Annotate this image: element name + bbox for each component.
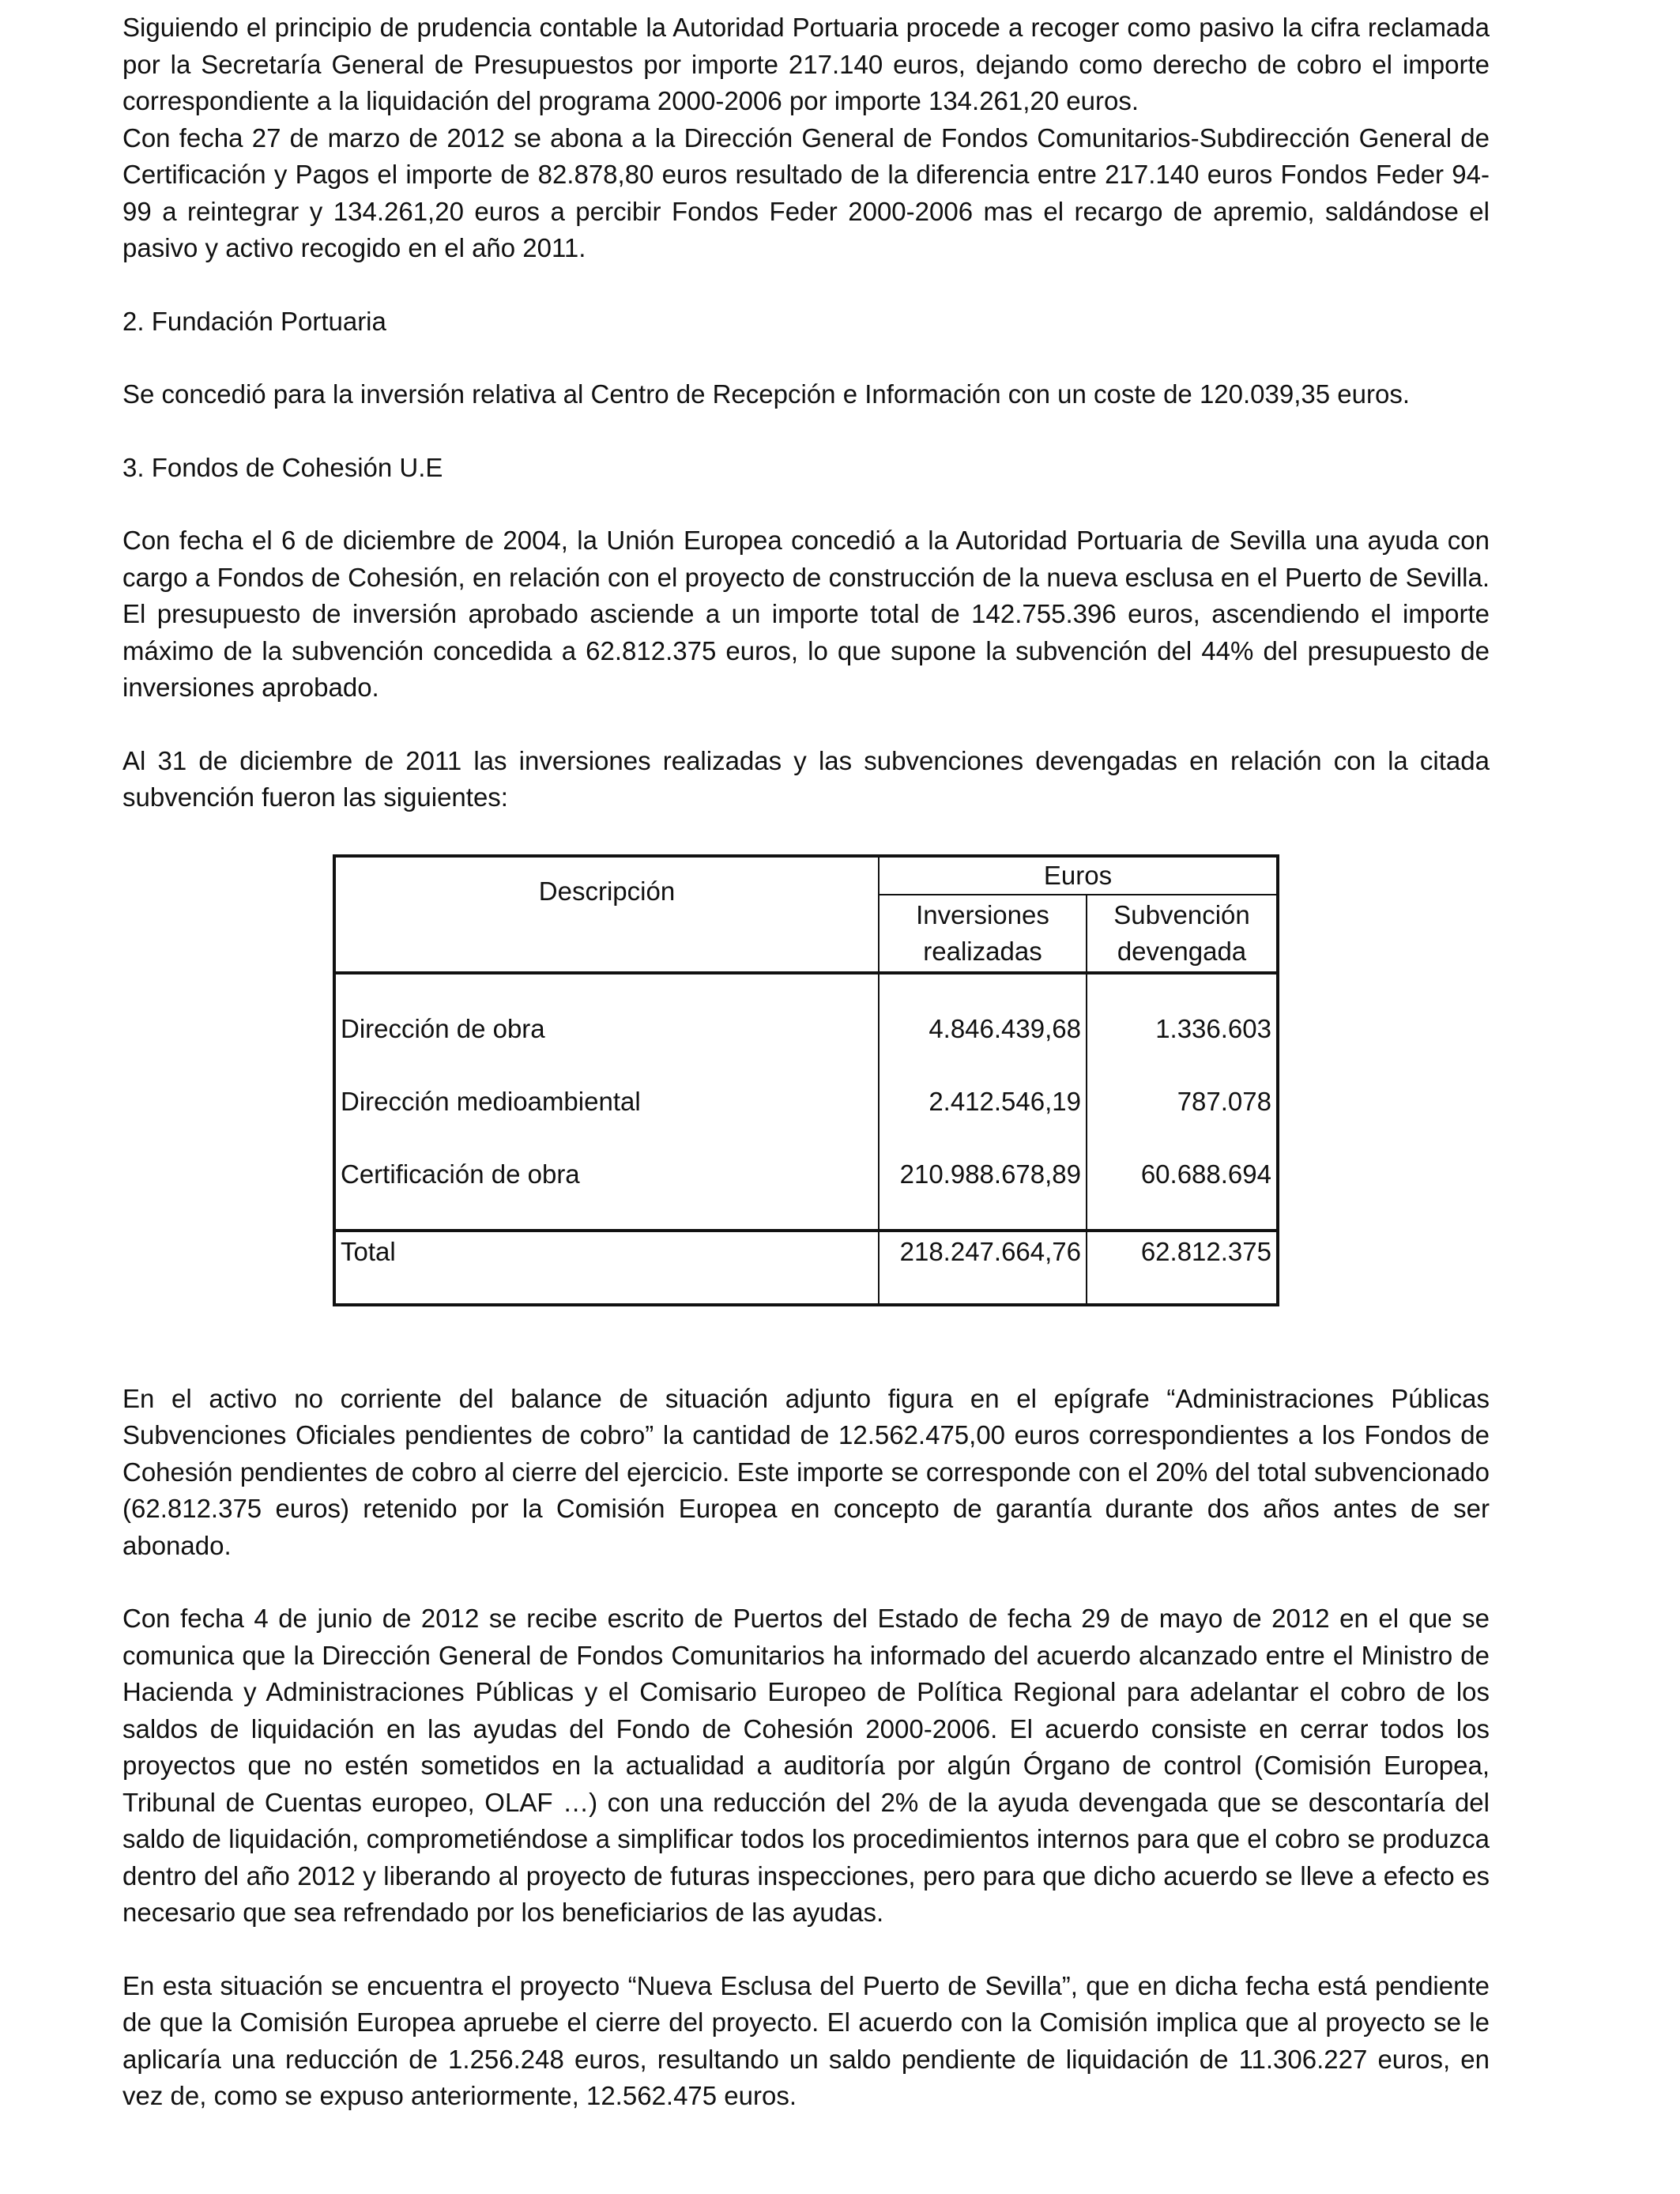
table-row bbox=[334, 1156, 1278, 1193]
header-subvencion-line2: devengada bbox=[1117, 936, 1247, 966]
row-label: Dirección de obra bbox=[334, 1011, 879, 1047]
row-subvencion: 787.078 bbox=[1177, 1086, 1271, 1116]
heading-fundacion-portuaria: 2. Fundación Portuaria bbox=[122, 306, 386, 336]
table-row bbox=[334, 1011, 1278, 1047]
total-subvencion: 62.812.375 bbox=[1087, 1231, 1278, 1305]
paragraph-ayuda-cohesion: Con fecha el 6 de diciembre de 2004, la Unión Europea concedió a la Autoridad Portuaria de Sevilla una ayuda con cargo a Fondos de Cohesión, en relación con el proyecto de construcción de la nueva esclusa en el Puerto de Sevilla. El presupuesto de inversión aprobado asciende a un importe total de 142.755.396 euros, ascendiendo el importe máximo de la subvención concedida a 62.812.375 euros, lo que supone la subvención del 44% del presupuesto de inversiones aprobado. bbox=[122, 526, 1490, 702]
header-inversiones-line2: realizadas bbox=[923, 936, 1042, 966]
table-total-row bbox=[334, 1231, 1278, 1305]
header-inversiones bbox=[879, 895, 1087, 973]
row-label: Certificación de obra bbox=[334, 1156, 879, 1193]
paragraph-nueva-esclusa: En esta situación se encuentra el proyecto “Nueva Esclusa del Puerto de Sevilla”, que en dicha fecha está pendiente de que la Comisión Europea apruebe el cierre del proyecto. El acuerdo con la Comisión implica que al proyecto se le aplicaría una reducción de 1.256.248 euros, resultando un saldo pendiente de liquidación de 11.306.227 euros, en vez de, como se expuso anteriormente, 12.562.475 euros. bbox=[122, 1970, 1490, 2110]
row-inversiones: 210.988.678,89 bbox=[879, 1156, 1087, 1193]
document-page bbox=[122, 9, 1490, 2115]
total-label: Total bbox=[334, 1231, 879, 1305]
paragraph-fundacion-portuaria: Se concedió para la inversión relativa al Centro de Recepción e Información con un coste de 120.039,35 euros. bbox=[122, 379, 1411, 409]
paragraph-prudencia: Siguiendo el principio de prudencia contable la Autoridad Portuaria procede a recoger como pasivo la cifra reclamada por la Secretaría General de Presupuestos por importe 217.140 euros, dejando como derecho de cobro el importe correspondiente a la liquidación del programa 2000-2006 por importe 134.261,20 euros. bbox=[122, 13, 1490, 115]
header-euros: Euros bbox=[879, 856, 1278, 895]
paragraph-activo-no-corriente: En el activo no corriente del balance de situación adjunto figura en el epígrafe “Administraciones Públicas Subvenciones Oficiales pendientes de cobro” la cantidad de 12.562.475,00 euros correspondientes a los Fondos de Cohesión pendientes de cobro al cierre del ejercicio. Este importe se corresponde con el 20% del total subvencionado (62.812.375 euros) retenido por la Comisión Europea en concepto de garantía durante dos años antes de ser abonado. bbox=[122, 1383, 1490, 1560]
row-subvencion: 1.336.603 bbox=[1155, 1013, 1271, 1043]
header-subvencion-line1: Subvención bbox=[1113, 899, 1250, 929]
row-label: Dirección medioambiental bbox=[334, 1084, 879, 1120]
header-descripcion: Descripción bbox=[334, 856, 879, 973]
table-row bbox=[334, 1084, 1278, 1120]
paragraph-escrito-puertos: Con fecha 4 de junio de 2012 se recibe escrito de Puertos del Estado de fecha 29 de mayo de 2012 en el que se comunica que la Dirección General de Fondos Comunitarios ha informado del acuerdo alcanzado entre el Ministro de Hacienda y Administraciones Públicas y el Comisario Europeo de Política Regional para adelantar el cobro de los saldos de liquidación en las ayudas del Fondo de Cohesión 2000-2006. El acuerdo consiste en cerrar todos los proyectos que no estén sometidos en la actualidad a auditoría por algún Órgano de control (Comisión Europea, Tribunal de Cuentas europeo, OLAF …) con una reducción del 2% de la ayuda devengada que se descontaría del saldo de liquidación, comprometiéndose a simplificar todos los procedimientos internos para que el cobro se produzca dentro del año 2012 y liberando al proyecto de futuras inspecciones, pero para que dicho acuerdo se lleve a efecto es necesario que sea refrendado por los beneficiarios de las ayudas. bbox=[122, 1604, 1490, 1927]
row-subvencion: 60.688.694 bbox=[1140, 1159, 1271, 1189]
header-subvencion bbox=[1087, 895, 1278, 973]
header-inversiones-line1: Inversiones bbox=[916, 899, 1049, 929]
investments-table-wrapper bbox=[333, 854, 1680, 1306]
total-inversiones: 218.247.664,76 bbox=[879, 1231, 1087, 1305]
row-inversiones: 2.412.546,19 bbox=[879, 1084, 1087, 1120]
paragraph-inversiones-intro: Al 31 de diciembre de 2011 las inversiones realizadas y las subvenciones devengadas en relación con la citada subvención fueron las siguientes: bbox=[122, 745, 1490, 812]
paragraph-abono-marzo-2012: Con fecha 27 de marzo de 2012 se abona a la Dirección General de Fondos Comunitarios-Subdirección General de Certificación y Pagos el importe de 82.878,80 euros resultado de la diferencia entre 217.140 euros Fondos Feder 94-99 a reintegrar y 134.261,20 euros a percibir Fondos Feder 2000-2006 mas el recargo de apremio, saldándose el pasivo y activo recogido en el año 2011. bbox=[122, 123, 1490, 262]
row-inversiones: 4.846.439,68 bbox=[879, 1011, 1087, 1047]
heading-fondos-cohesion: 3. Fondos de Cohesión U.E bbox=[122, 452, 443, 482]
investments-table bbox=[333, 854, 1279, 1306]
